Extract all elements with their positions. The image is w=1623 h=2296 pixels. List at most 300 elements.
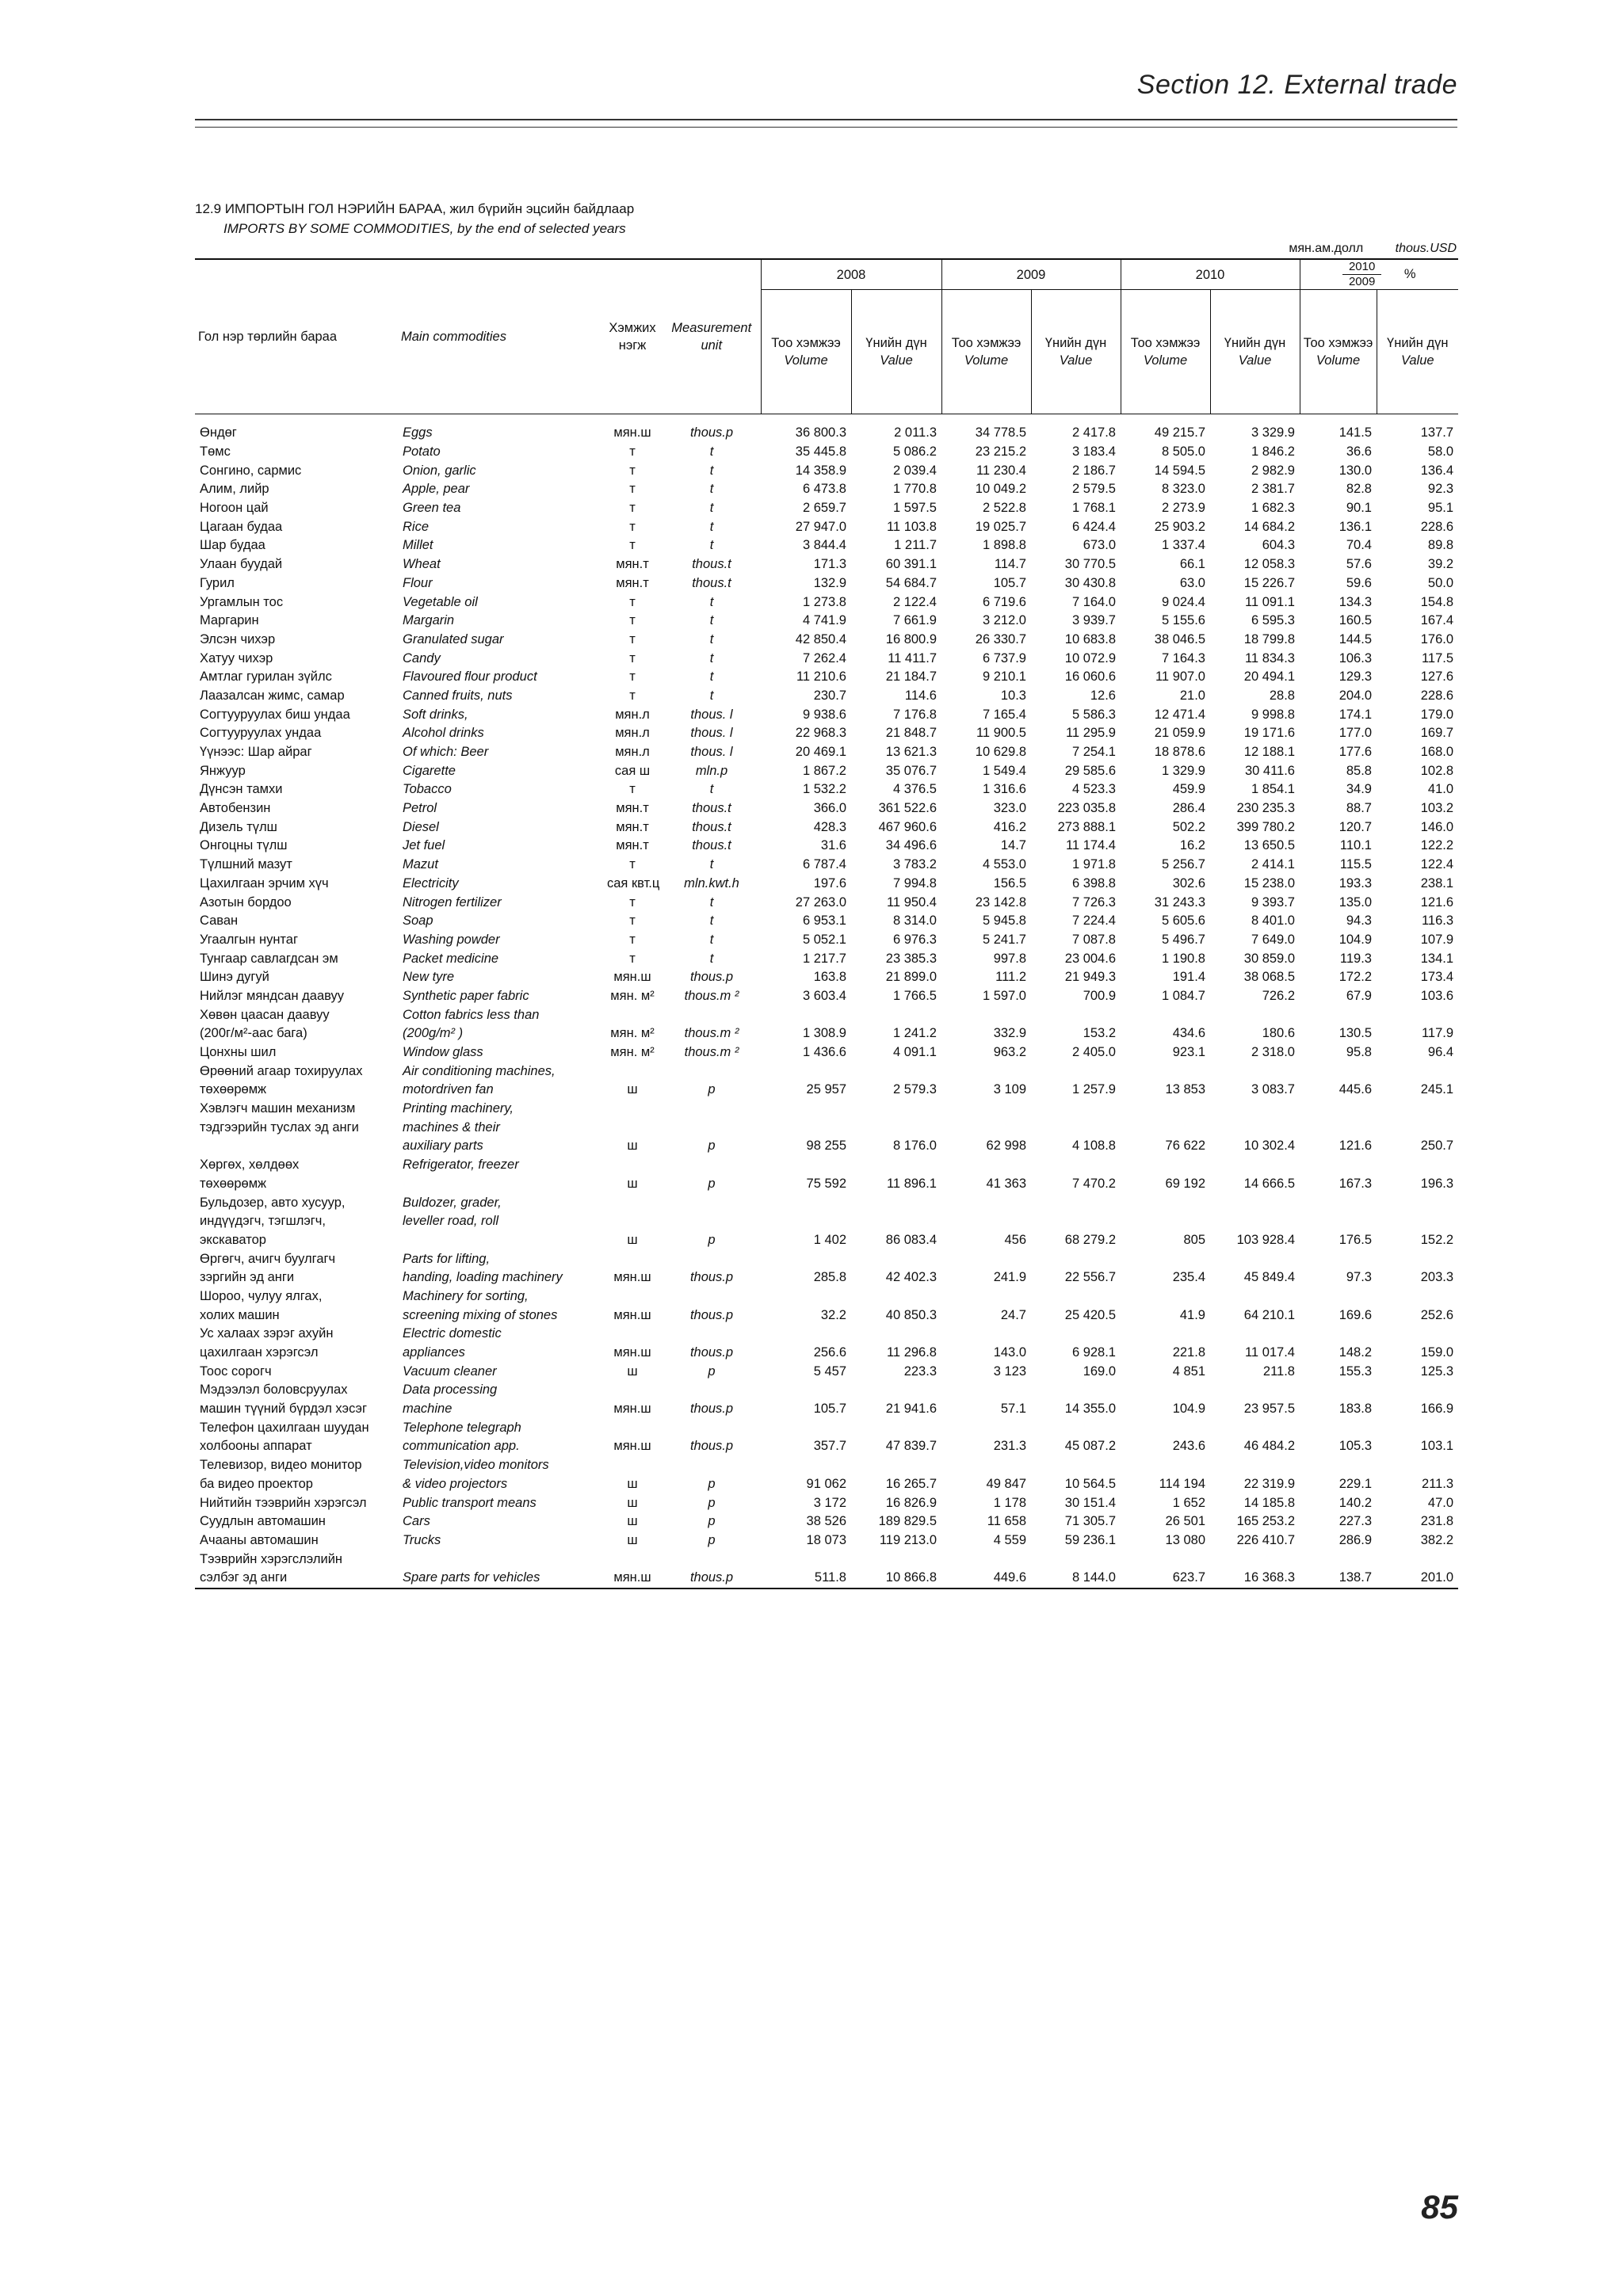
cell-value-2009 [1031,1325,1121,1344]
cell-value-2008: 21 899.0 [885,970,937,985]
cell-commodity-en: New tyre [403,970,455,985]
cell-value-2008 [851,1381,941,1400]
cell-volume-2008: 27 263.0 [795,894,846,910]
cell-value-pct: 103.6 [1420,988,1454,1003]
header-year-2008: 2008 [761,259,941,290]
cell-volume-2008: 3 172 [813,1495,846,1510]
cell-commodity-en: machine [403,1402,453,1417]
cell-volume-2008: 42 850.4 [795,631,846,646]
cell-volume-2009 [941,1249,1031,1268]
cell-volume-2009: 23 142.8 [975,894,1026,910]
cell-commodity-en: Cotton fabrics less than [403,1007,540,1022]
cell-unit-mn: т [629,782,636,797]
cell-commodity-en: Wheat [403,557,441,572]
cell-volume-pct: 104.9 [1338,932,1372,947]
cell-unit-mn [602,1212,663,1231]
cell-commodity-mn: сэлбэг эд анги [195,1569,398,1589]
table-row [195,555,1458,574]
cell-volume-2010 [1121,1456,1210,1475]
cell-volume-pct: 445.6 [1338,1082,1372,1097]
cell-commodity-en: Nitrogen fertilizer [403,894,502,910]
cell-value-2010: 103 928.4 [1236,1232,1295,1247]
cell-value-2008: 21 848.7 [885,726,937,741]
cell-value-2010: 2 414.1 [1251,857,1295,872]
cell-unit-mn [602,1249,663,1268]
cell-unit-en: p [708,1138,716,1154]
cell-volume-2009: 456 [1004,1232,1026,1247]
cell-volume-2008: 197.6 [813,875,846,891]
cell-value-2010: 1 854.1 [1251,782,1295,797]
cell-commodity-mn: Төмс [200,444,231,460]
cell-volume-2010 [1121,1287,1210,1306]
cell-commodity-en: Electricity [403,875,459,891]
cell-commodity-mn: Шороо, чулуу ялгах, [200,1288,323,1303]
cell-commodity-mn: экскаватор [200,1232,266,1247]
cell-unit-en: t [709,913,714,929]
cell-volume-2010: 76 622 [1165,1138,1205,1154]
cell-value-2010 [1210,1249,1300,1268]
cell-value-2010: 15 238.0 [1243,875,1295,891]
cell-value-2010 [1210,1456,1300,1475]
cell-volume-2009: 111.2 [995,970,1026,985]
cell-unit-en [663,1118,761,1137]
cell-unit-en: thous.m ² [684,988,739,1003]
cell-commodity-en: Millet [403,538,433,553]
cell-commodity-en: Parts for lifting, [403,1251,491,1266]
cell-volume-2010: 9 024.4 [1161,594,1205,609]
cell-commodity-mn: Хэвлэгч машин механизм [200,1101,356,1116]
cell-volume-pct [1300,1118,1377,1137]
cell-value-2010: 9 998.8 [1251,707,1295,722]
cell-value-2010: 11 017.4 [1244,1345,1295,1360]
table-row [195,1156,1458,1175]
cell-volume-2009: 997.8 [993,951,1026,966]
table-row [195,1005,1458,1024]
cell-unit-mn: т [629,857,636,872]
cell-unit-en: p [708,1532,716,1547]
cell-unit-mn: ш [627,1082,638,1097]
cell-volume-2008: 36 800.3 [795,425,846,441]
cell-value-2008: 34 496.6 [885,838,937,853]
cell-volume-2008 [761,1193,851,1212]
cell-unit-mn: т [629,894,636,910]
cell-commodity-mn: Лаазалсан жимс, самар [200,688,345,703]
unit-mn: мян.ам.долл [1289,242,1364,255]
cell-commodity-en: Diesel [403,819,439,834]
cell-volume-2010: 66.1 [1179,557,1205,572]
cell-volume-2008: 230.7 [813,688,846,703]
cell-value-pct: 92.3 [1427,482,1454,497]
cell-value-2009: 3 183.4 [1071,444,1116,460]
cell-commodity-en: Data processing [403,1383,498,1398]
table-row [195,931,1458,950]
table-row [195,1512,1458,1531]
cell-volume-2010: 49 215.7 [1154,425,1205,441]
cell-commodity-en: Granulated sugar [403,631,504,646]
cell-unit-en: t [709,688,714,703]
cell-value-pct: 159.0 [1420,1345,1454,1360]
cell-commodity-en: Onion, garlic [403,463,476,478]
cell-volume-2008: 11 210.6 [796,669,846,685]
cell-volume-2009: 1 316.6 [982,782,1026,797]
cell-value-2009 [1031,1212,1121,1231]
cell-volume-pct: 177.0 [1338,726,1372,741]
ratio-pct: % [1403,266,1416,281]
cell-value-pct: 228.6 [1420,688,1454,703]
cell-commodity-mn: Гурил [200,575,235,590]
cell-volume-2009: 9 210.1 [982,669,1026,685]
cell-value-2008: 60 391.1 [885,557,937,572]
cell-volume-2008: 38 526 [806,1514,846,1529]
cell-unit-mn: т [629,951,636,966]
cell-value-2009: 4 108.8 [1071,1138,1116,1154]
table-row [195,761,1458,780]
cell-value-pct [1377,1418,1458,1437]
cell-volume-2010 [1121,1381,1210,1400]
cell-unit-en: thous.p [689,1402,734,1417]
table-row [195,1043,1458,1062]
cell-commodity-mn: Өргөгч, ачигч буулгагч [200,1251,336,1266]
cell-volume-pct: 59.6 [1346,575,1372,590]
header-volume-2010: Тоо хэмжээ Volume [1121,290,1210,414]
cell-value-pct [1377,1456,1458,1475]
cell-volume-2009: 5 241.7 [982,932,1026,947]
cell-value-pct: 137.7 [1420,425,1454,441]
cell-value-pct: 103.1 [1420,1439,1454,1454]
cell-value-2009: 68 279.2 [1064,1232,1116,1247]
header-volume-2009: Тоо хэмжээ Volume [941,290,1031,414]
cell-volume-2009 [941,1193,1031,1212]
cell-commodity-mn: Өндөг [200,425,237,441]
cell-unit-en: thous.t [692,801,731,816]
cell-volume-2008: 6 473.8 [802,482,846,497]
cell-value-2008: 42 402.3 [885,1270,937,1285]
cell-value-2008: 4 376.5 [892,782,937,797]
cell-volume-2009 [941,1325,1031,1344]
cell-commodity-mn: Алим, лийр [200,482,269,497]
cell-commodity-en: Packet medicine [403,951,499,966]
cell-volume-2008: 1 273.8 [802,594,846,609]
cell-value-pct: 134.1 [1420,951,1454,966]
cell-value-2008: 35 076.7 [885,763,937,778]
cell-volume-pct: 106.3 [1338,650,1372,666]
cell-volume-2009: 241.9 [993,1270,1026,1285]
cell-volume-2008 [761,1212,851,1231]
cell-commodity-mn [195,1137,398,1156]
cell-volume-2008: 25 957 [806,1082,846,1097]
cell-commodity-en: auxiliary parts [403,1138,483,1154]
cell-volume-pct [1300,1325,1377,1344]
cell-volume-2009: 114.7 [994,557,1026,572]
cell-volume-2010: 286.4 [1172,801,1205,816]
cell-volume-2008 [761,1325,851,1344]
cell-volume-2009 [941,1381,1031,1400]
cell-volume-2009: 23 215.2 [975,444,1026,460]
cell-value-2010: 3 083.7 [1251,1082,1295,1097]
cell-value-2009 [1031,1100,1121,1119]
table-row [195,1024,1458,1043]
table-row [195,949,1458,968]
cell-commodity-en: Apple, pear [403,482,470,497]
cell-value-2009: 6 928.1 [1071,1345,1116,1360]
table-row [195,536,1458,555]
cell-commodity-mn: Цонхны шил [200,1045,277,1060]
cell-volume-2008 [761,1062,851,1081]
cell-commodity-mn: тэдгээрийн туслах эд анги [200,1119,359,1135]
table-row [195,724,1458,743]
table-row [195,593,1458,612]
cell-unit-en: thous. l [690,726,733,741]
cell-value-2009: 12.6 [1090,688,1116,703]
cell-volume-2010: 31 243.3 [1154,894,1205,910]
cell-volume-pct [1300,1156,1377,1175]
cell-value-2008 [851,1249,941,1268]
cell-commodity-en: Machinery for sorting, [403,1288,529,1303]
cell-volume-2010: 26 501 [1165,1514,1205,1529]
table-row [195,1231,1458,1250]
cell-value-2008 [851,1062,941,1081]
cell-commodity-mn: Тунгаар савлагдсан эм [200,951,338,966]
cell-volume-2008: 9 938.6 [802,707,846,722]
cell-commodity-mn: индүүдэгч, тэгшлэгч, [200,1214,326,1229]
cell-commodity-en: Air conditioning machines, [403,1063,556,1078]
cell-unit-mn: т [629,501,636,516]
header-ratio [1300,259,1458,290]
table-row [195,517,1458,536]
cell-value-2008 [851,1118,941,1137]
cell-volume-pct [1300,1193,1377,1212]
cell-volume-2010 [1121,1212,1210,1231]
cell-unit-mn: мян. м² [610,1026,655,1041]
cell-value-2010: 1 846.2 [1251,444,1295,460]
cell-unit-mn [602,1381,663,1400]
cell-unit-en: thous. l [690,745,733,760]
cell-value-pct: 201.0 [1377,1569,1458,1589]
cell-volume-2008: 6 787.4 [802,857,846,872]
cell-volume-2009: 1 178 [993,1495,1026,1510]
cell-value-2008: 21 184.7 [885,669,937,685]
cell-value-2010: 211.8 [1262,1363,1295,1379]
cell-unit-en [663,1249,761,1268]
cell-commodity-mn: Сонгино, сармис [200,463,302,478]
cell-value-2009: 16 060.6 [1064,669,1116,685]
table-row [195,1381,1458,1400]
unit-en: thous.USD [1395,242,1457,255]
table-title-en: IMPORTS BY SOME COMMODITIES, by the end of selected years [223,221,626,236]
cell-value-2008: 40 850.3 [885,1307,937,1322]
cell-volume-pct [1300,1212,1377,1231]
cell-value-2008: 11 296.8 [886,1345,937,1360]
cell-value-2010 [1210,1062,1300,1081]
cell-value-2009: 7 726.3 [1071,894,1116,910]
cell-commodity-mn: Амтлаг гурилан зүйлс [200,669,332,685]
cell-value-pct: 238.1 [1420,875,1454,891]
cell-volume-2008 [761,1249,851,1268]
cell-commodity-mn: Угаалгын нунтаг [200,932,298,947]
cell-commodity-mn: Түлшний мазут [200,857,292,872]
cell-volume-2008: 171.3 [813,557,846,572]
cell-unit-mn: мян.л [615,745,650,760]
table-row [195,414,1458,443]
header-value-ratio: Үнийн дүн Value [1377,290,1458,414]
cell-value-pct [1377,1287,1458,1306]
cell-volume-2010 [1121,1249,1210,1268]
cell-volume-pct [1300,1249,1377,1268]
cell-unit-mn: ш [627,1532,638,1547]
cell-commodity-en: Vacuum cleaner [403,1363,497,1379]
cell-commodity-en: Mazut [403,857,438,872]
cell-value-2008 [851,1456,941,1475]
cell-value-pct: 179.0 [1420,707,1454,722]
cell-value-2010: 1 682.3 [1251,501,1295,516]
cell-volume-2009: 62 998 [986,1138,1026,1154]
table-row [195,1418,1458,1437]
cell-unit-mn: ш [627,1514,638,1529]
cell-unit-en: t [709,857,714,872]
cell-value-pct: 50.0 [1427,575,1454,590]
cell-volume-pct: 141.5 [1338,425,1372,441]
cell-volume-2008: 27 947.0 [795,519,846,534]
cell-volume-2009 [941,1212,1031,1231]
cell-volume-2009 [941,1418,1031,1437]
table-row [195,875,1458,894]
header-volume-2008: Тоо хэмжээ Volume [761,290,851,414]
cell-unit-mn [602,1062,663,1081]
cell-commodity-en: machines & their [403,1119,500,1135]
cell-volume-2010: 5 155.6 [1161,613,1205,628]
cell-volume-2008: 5 457 [813,1363,846,1379]
cell-volume-pct [1300,1418,1377,1437]
cell-value-pct [1377,1249,1458,1268]
table-row [195,1493,1458,1512]
cell-unit-mn: мян.ш [613,1307,651,1322]
cell-commodity-en: Eggs [403,425,433,441]
cell-unit-en: t [709,538,714,553]
cell-unit-mn: ш [627,1176,638,1191]
cell-volume-2010: 69 192 [1165,1176,1205,1191]
cell-value-pct: 47.0 [1427,1495,1454,1510]
cell-commodity-mn: Цагаан будаа [200,519,283,534]
cell-value-2010: 6 595.3 [1251,613,1295,628]
cell-unit-mn: мян.л [615,726,650,741]
cell-value-pct: 231.8 [1420,1514,1454,1529]
cell-unit-en: mln.p [695,763,728,778]
cell-value-2009: 30 151.4 [1064,1495,1116,1510]
cell-unit-en: thous.p [689,1439,734,1454]
cell-value-pct: 58.0 [1427,444,1454,460]
cell-volume-pct: 119.3 [1339,951,1372,966]
cell-volume-2010: 5 496.7 [1161,932,1205,947]
cell-value-2010: 12 188.1 [1243,745,1295,760]
cell-volume-2008: 511.8 [761,1569,851,1589]
cell-unit-mn: т [629,932,636,947]
cell-value-pct: 146.0 [1420,819,1454,834]
cell-value-2008: 467 960.6 [878,819,937,834]
cell-value-2010: 64 210.1 [1243,1307,1295,1322]
cell-commodity-en: appliances [403,1345,465,1360]
cell-volume-2009: 3 123 [993,1363,1026,1379]
cell-volume-pct [1300,1062,1377,1081]
cell-commodity-en: & video projectors [403,1476,508,1491]
cell-value-2008 [851,1418,941,1437]
cell-unit-mn: т [629,688,636,703]
cell-commodity-mn: Өрөөний агаар тохируулах [200,1063,363,1078]
cell-unit-mn: ш [627,1232,638,1247]
cell-commodity-en: Flavoured flour product [403,669,537,685]
cell-volume-pct: 130.0 [1338,463,1372,478]
cell-volume-2010: 13 853 [1165,1082,1205,1097]
table-row [195,1344,1458,1363]
cell-value-pct [1377,1118,1458,1137]
cell-value-2009: 29 585.6 [1064,763,1116,778]
cell-volume-2010: 12 471.4 [1154,707,1205,722]
cell-volume-pct: 136.1 [1338,519,1372,534]
cell-value-2008: 2 011.3 [894,425,937,441]
cell-volume-2008: 132.9 [813,575,846,590]
cell-unit-en: p [708,1082,716,1097]
cell-volume-2010: 434.6 [1172,1026,1205,1041]
cell-value-2010: 11 091.1 [1244,594,1295,609]
cell-volume-pct: 134.3 [1338,594,1372,609]
cell-value-2010: 45 849.4 [1243,1270,1295,1285]
cell-volume-2008 [761,1005,851,1024]
cell-value-2008 [851,1325,941,1344]
cell-volume-pct [1300,1287,1377,1306]
cell-value-2009: 223 035.8 [1057,801,1116,816]
cell-unit-en: p [708,1176,716,1191]
cell-unit-mn: т [629,538,636,553]
cell-commodity-en: Flour [403,575,433,590]
cell-value-2008: 114.6 [904,688,937,703]
cell-value-pct: 107.9 [1420,932,1454,947]
cell-volume-2008: 98 255 [806,1138,846,1154]
cell-volume-2010 [1121,1100,1210,1119]
cell-commodity-en [398,1550,602,1569]
table-row [195,1400,1458,1419]
cell-commodity-mn: зэргийн эд анги [200,1270,295,1285]
cell-value-2009: 30 430.8 [1064,575,1116,590]
cell-commodity-en: Tobacco [403,782,452,797]
cell-volume-2010: 8 323.0 [1161,482,1205,497]
cell-value-pct [1377,1005,1458,1024]
table-row [195,461,1458,480]
cell-volume-2010 [1121,1418,1210,1437]
table-row [195,499,1458,518]
table-row [195,893,1458,912]
cell-unit-en: thous.p [689,425,734,441]
cell-volume-2010: 623.7 [1121,1569,1210,1589]
cell-unit-mn [602,1100,663,1119]
cell-volume-pct: 95.8 [1346,1045,1372,1060]
cell-volume-2009: 416.2 [993,819,1026,834]
cell-volume-2008: 31.6 [820,838,846,853]
cell-commodity-mn: Улаан буудай [200,557,283,572]
cell-value-pct: 95.1 [1427,501,1454,516]
cell-volume-2008: 2 659.7 [802,501,846,516]
ratio-top: 2010 [1342,260,1381,275]
cell-value-2010: 604.3 [1262,538,1295,553]
header-unit-en: Measurement unit [671,321,752,353]
cell-volume-2008 [761,1418,851,1437]
cell-value-2008: 2 039.4 [892,463,937,478]
cell-value-2009: 71 305.7 [1064,1514,1116,1529]
cell-value-2009: 4 523.3 [1071,782,1116,797]
cell-commodity-en: Electric domestic [403,1326,502,1341]
cell-commodity-en: Margarin [403,613,455,628]
cell-value-2009: 59 236.1 [1064,1532,1116,1547]
cell-value-2008: 16 265.7 [885,1476,937,1491]
cell-value-pct: 228.6 [1420,519,1454,534]
